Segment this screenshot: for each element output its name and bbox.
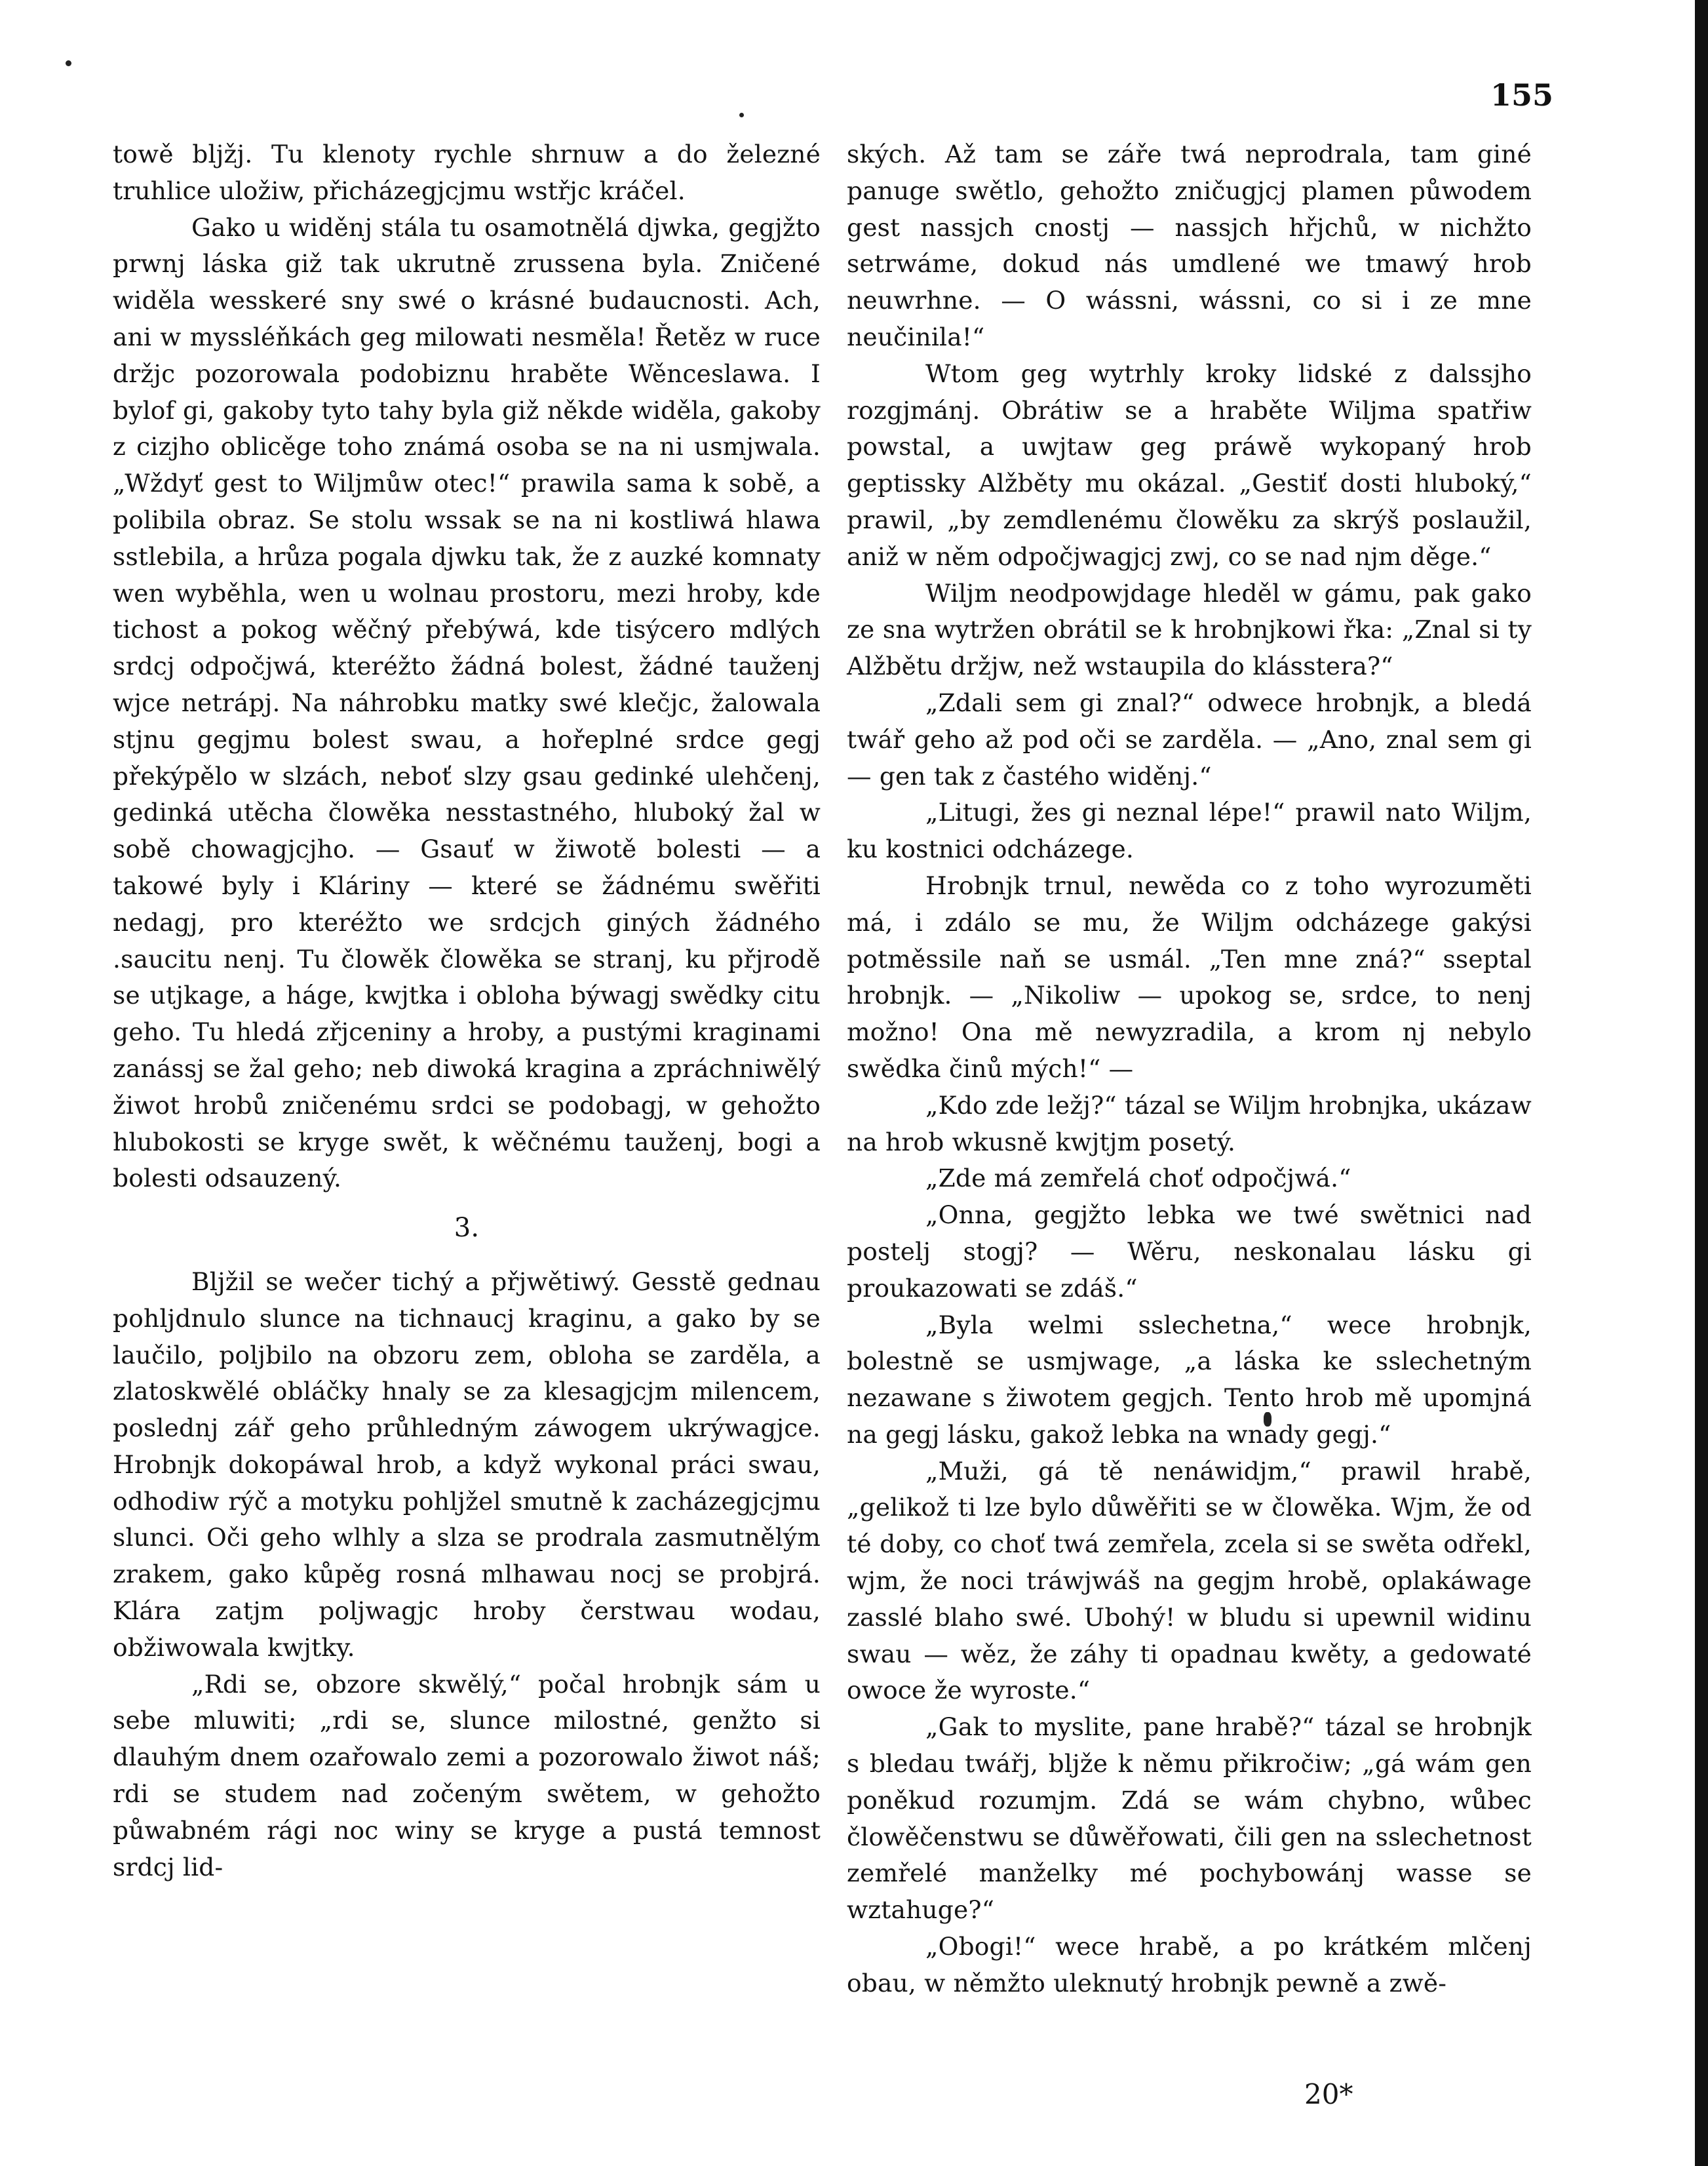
paragraph: ských. Až tam se záře twá neprodrala, tam giné panuge swětlo, gehožto zničugjcj plamen půwodem gest nassjch cnostj — nassjch hřjchů, w nichžto setrwáme, dokud nás umdlené we tmawý hrob neuwrhne. — O wássni, wássni, co si i ze mne neučinila!“: [847, 140, 1532, 351]
section-number: 3.: [454, 1213, 480, 1244]
page-number: 155: [1490, 77, 1553, 113]
paragraph: „Litugi, žes gi neznal lépe!“ prawil nato Wiljm, ku kostnici odcházege.: [847, 798, 1532, 864]
paragraph: Wiljm neodpowjdage hleděl w gámu, pak gako ze sna wytržen obrátil se k hrobnjkowi řka: „Znal si ty Alžbětu držjw, než wstaupila do klásstera?“: [847, 578, 1532, 681]
paragraph: Wtom geg wytrhly kroky lidské z dalssjho rozgjmánj. Obrátiw se a hraběte Wiljma spatřiw powstal, a uwjtaw geg práwě wykopaný hrob geptissky Alžběty mu okázal. „Gestiť dosti hluboký,“ prawil, „by zemdlenému člowěku za skrýš poslaužil, aniž w něm odpočjwagjcj zwj, co se nad njm děge.“: [847, 359, 1532, 571]
printer-signature: 20*: [1304, 2078, 1353, 2110]
paragraph: „Byla welmi sslechetna,“ wece hrobnjk, bolestně se usmjwage, „a láska ke sslechetným nezawane s žiwotem gegjch. Tento hrob mě upomjná na gegj lásku, gakož lebka na wnady gegj.“: [847, 1310, 1532, 1449]
paragraph: Bljžil se wečer tichý a přjwětiwý. Gesstě gednau pohljdnulo slunce na tichnaucj kraginu, a gako by se laučilo, poljbilo na obzoru zem, obloha se zarděla, a zlatoskwělé obláčky hnaly se za klesagjcjm milencem, poslednj zář geho průhledným záwogem ukrýwagjce. Hrobnjk dokopáwal hrob, a když wykonal práci swau, odhodiw rýč a motyku pohljžel smutně k zacházegjcjmu slunci. Oči geho wlhly a slza se prodrala zasmutnělým zrakem, gako kůpěg rosná mlhawau nocj se probjrá. Klára zatjm poljwagjc hroby čerstwau wodau, obžiwowala kwjtky.: [113, 1267, 821, 1662]
paragraph: „Onna, gegjžto lebka we twé swětnici nad postelj stogj? — Wěru, neskonalau lásku gi proukazowati se zdáš.“: [847, 1200, 1532, 1303]
paragraph: „Kdo zde ležj?“ tázal se Wiljm hrobnjka, ukázaw na hrob wkusně kwjtjm posetý.: [847, 1090, 1532, 1156]
ink-speck: [66, 60, 71, 66]
paragraph: „Zde má zemřelá choť odpočjwá.“: [925, 1164, 1351, 1193]
left-column: [113, 136, 821, 1885]
paragraph: Hrobnjk trnul, newěda co z toho wyrozuměti má, i zdálo se mu, že Wiljm odcházege gakýsi potměssile naň se usmál. „Ten mne zná?“ sseptal hrobnjk. — „Nikoliw — upokog se, srdce, to nenj možno! Ona mě newyzradila, a krom nj nebylo swědka činů mých!“ —: [847, 871, 1532, 1083]
paragraph: Gako u widěnj stála tu osamotnělá djwka, gegjžto prwnj láska giž tak ukrutně zrussena byla. Zničené widěla wesskeré sny swé o krásné budaucnosti. Ach, ani w myssléňkách geg milowati nesměla! Řetěz w ruce držjc pozorowala podobiznu hraběte Wěnceslawa. I bylof gi, gakoby tyto tahy byla giž někde widěla, gakoby z cizjho oblicěge toho známá osoba se na ni usmjwala. „Wždyť gest to Wiljmůw otec!“ prawila sama k sobě, a polibila obraz. Se stolu wssak se na ni kostliwá hlawa sstlebila, a hrůza pogala djwku tak, že z auzké komnaty wen wyběhla, wen u wolnau prostoru, mezi hroby, kde tichost a pokog wěčný přebýwá, kde tisýcero mdlých srdcj odpočjwá, kteréžto žádná bolest, žádné tauženj wjce netrápj. Na náhrobku matky swé klečjc, žalowala stjnu gegjmu bolest swau, a hořeplné srdce gegj překýpělo w slzách, neboť slzy gsau gedinké ulehčenj, gedinká utěcha člowěka nesstastného, hluboký žal w sobě chowagjcjho. — Gsauť w žiwotě bolesti — a takowé byly i Kláriny — které se žádnému swěřiti nedagj, pro kteréžto we srdcjch giných žádného .saucitu nenj. Tu člowěk člowěka se stranj, ku přjrodě se utjkage, a háge, kwjtka i obloha býwagj swědky citu geho. Tu hledá zřjceniny a hroby, a pustými kraginami zanássj se žal geho; neb diwoká kragina a zpráchniwělý žiwot hrobů zničenému srdci se podobagj, w gehožto hlubokosti se kryge swět, k wěčnému tauženj, bogi a bolesti odsauzený.: [113, 212, 821, 1193]
paragraph: towě bljžj. Tu klenoty rychle shrnuw a do železné truhlice uložiw, přicházegjcjmu wstřjc kráčel.: [113, 140, 821, 205]
scan-border: [1695, 0, 1708, 2166]
paragraph: „Zdali sem gi znal?“ odwece hrobnjk, a bledá twář geho až pod oči se zarděla. — „Ano, znal sem gi — gen tak z častého widěnj.“: [847, 688, 1532, 791]
paragraph: „Gak to myslite, pane hrabě?“ tázal se hrobnjk s bledau twářj, bljže k němu přikročiw; „gá wám gen poněkud rozumjm. Zdá se wám chybno, wůbec člowěčenstwu se důwěřowati, čili gen na sslechetnost zemřelé manželky mé pochybowánj wasse se wztahuge?“: [847, 1712, 1532, 1925]
paragraph: „Obogi!“ wece hrabě, a po krátkém mlčenj obau, w němžto uleknutý hrobnjk pewně a zwě-: [847, 1932, 1532, 1998]
paragraph: „Muži, gá tě nenáwidjm,“ prawil hrabě, „gelikož ti lze bylo důwěřiti se w člowěka. Wjm, že od té doby, co choť twá zemřela, zcela si se swěta odřekl, wjm, že noci tráwjwáš na gegjm hrobě, oplakáwage zasslé blaho swé. Ubohý! w bludu si upewnil widinu swau — wěz, že záhy ti opadnau kwěty, a gedowaté owoce že wyroste.“: [847, 1456, 1532, 1705]
ink-speck: [739, 113, 744, 117]
right-column: [847, 136, 1532, 2002]
paragraph: „Rdi se, obzore skwělý,“ počal hrobnjk sám u sebe mluwiti; „rdi se, slunce milostné, genžto si dlauhým dnem ozařowalo zemi a pozorowalo žiwot náš; rdi se studem nad zočeným swětem, w gehožto půwabném rági noc winy se kryge a pustá temnost srdcj lid-: [113, 1669, 821, 1881]
